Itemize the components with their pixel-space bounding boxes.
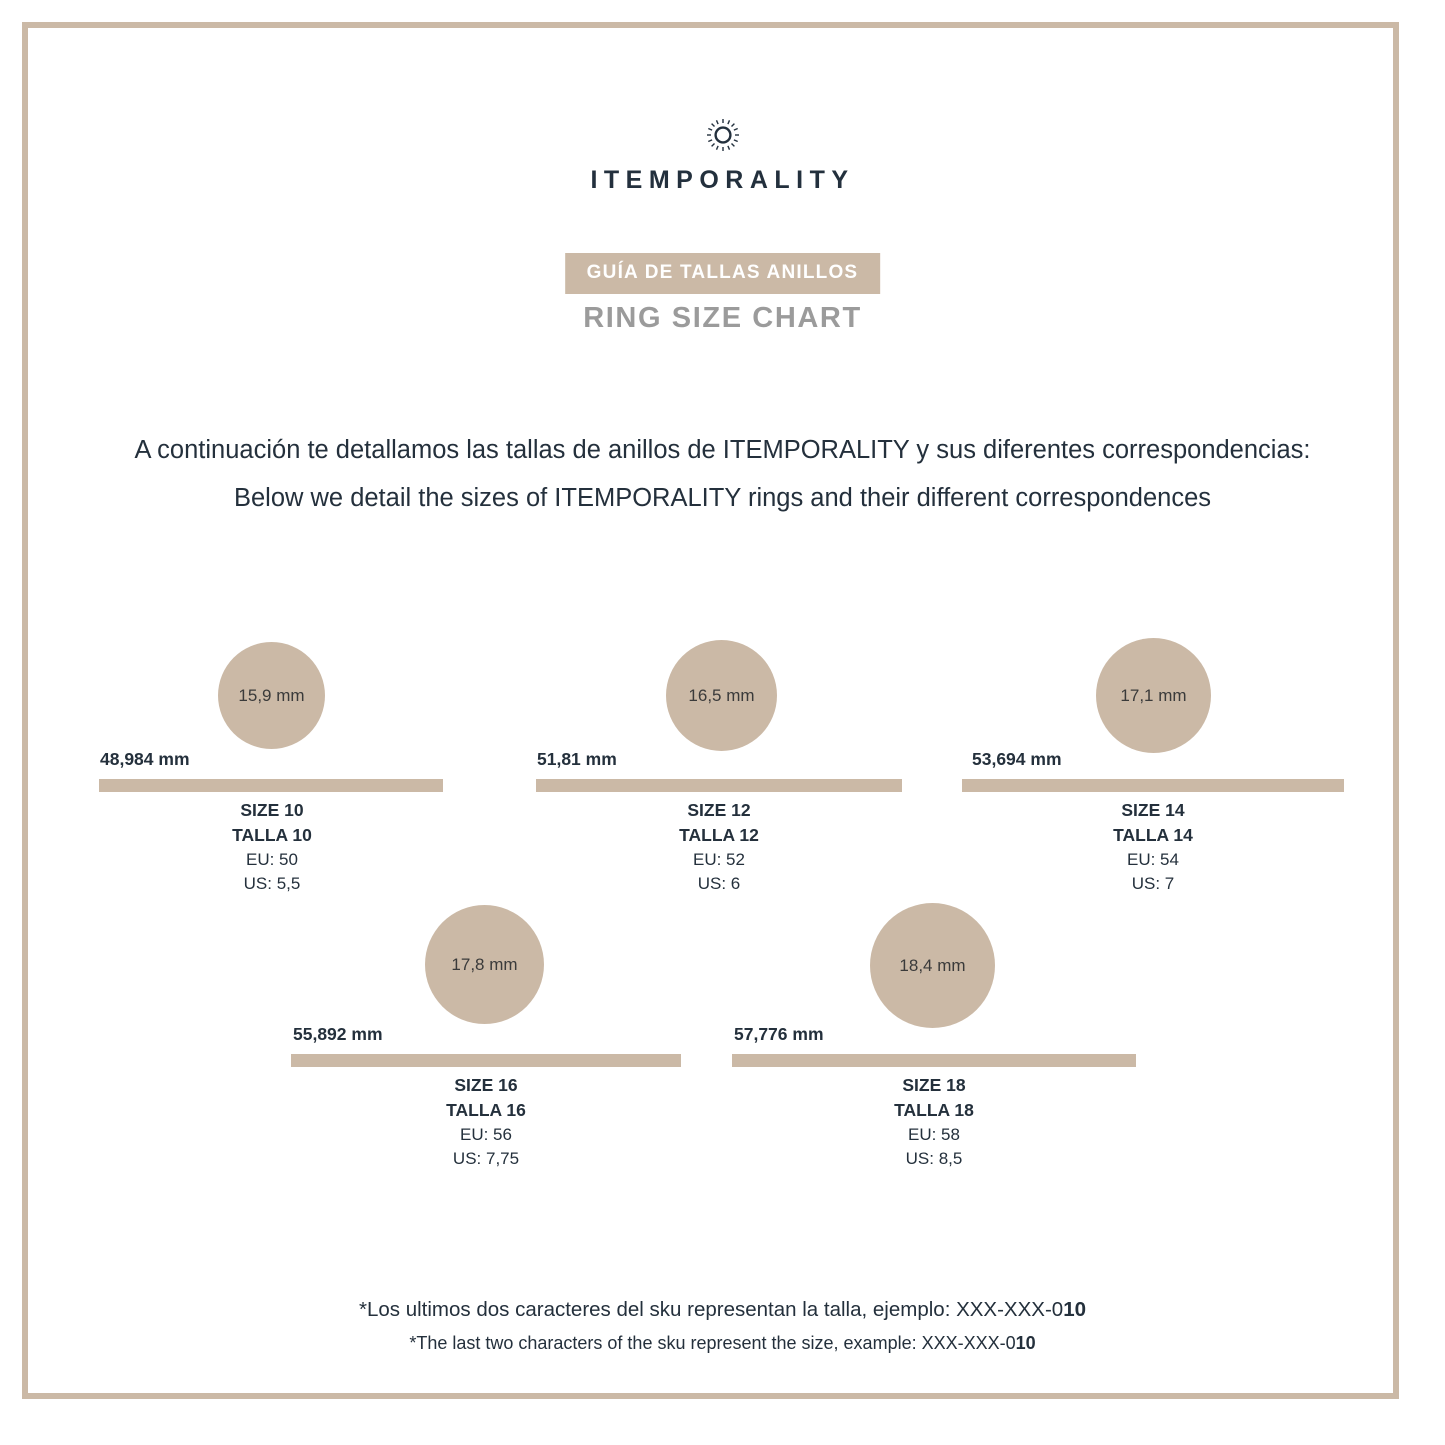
size-en-14: SIZE 14 [1121, 800, 1185, 820]
diameter-circle-18 [870, 903, 995, 1028]
circumference-label-18: 57,776 mm [734, 1024, 824, 1044]
size-labels-10 [152, 798, 392, 896]
circumference-label-16: 55,892 mm [293, 1024, 383, 1044]
size-labels-14 [1033, 798, 1273, 896]
eu-size-10: EU: 50 [246, 849, 298, 869]
us-size-10: US: 5,5 [243, 873, 301, 893]
size-es-10: TALLA 10 [232, 824, 312, 845]
footnote-es-bold: 10 [1063, 1298, 1086, 1321]
size-es-12: TALLA 12 [679, 824, 759, 845]
eu-size-12: EU: 52 [693, 849, 745, 869]
brand-name: ITEMPORALITY [590, 166, 855, 194]
diameter-label-10: 15,9 mm [238, 685, 305, 705]
diameter-circle-10 [218, 642, 325, 749]
size-labels-16 [366, 1073, 606, 1171]
us-size-16: US: 7,75 [452, 1148, 520, 1168]
footnote-en-bold: 10 [1015, 1333, 1036, 1353]
eu-size-18: EU: 58 [908, 1124, 960, 1144]
page-title: RING SIZE CHART [583, 302, 862, 334]
footnote-es [0, 1298, 1445, 1322]
size-en-16: SIZE 16 [454, 1075, 518, 1095]
footnote-en-text: *The last two characters of the sku represent the size, example: XXX-XXX-0 [409, 1333, 1016, 1353]
circumference-bar-12 [536, 779, 902, 792]
diameter-label-12: 16,5 mm [688, 685, 755, 705]
size-labels-12 [599, 798, 839, 896]
size-es-18: TALLA 18 [894, 1099, 974, 1120]
diameter-label-16: 17,8 mm [451, 954, 518, 974]
diameter-circle-16 [425, 905, 544, 1024]
diameter-circle-12 [666, 640, 777, 751]
us-size-12: US: 6 [697, 873, 741, 893]
brand-logo [0, 118, 1445, 195]
footnote-es-text: *Los ultimos dos caracteres del sku representan la talla, ejemplo: XXX-XXX-0 [359, 1298, 1064, 1321]
circumference-label-12: 51,81 mm [537, 749, 617, 769]
diameter-label-18: 18,4 mm [899, 955, 966, 975]
size-labels-18 [814, 1073, 1054, 1171]
footnote-en [0, 1333, 1445, 1354]
us-size-18: US: 8,5 [905, 1148, 963, 1168]
intro-text-es: A continuación te detallamos las tallas de anillos de ITEMPORALITY y sus diferentes correspondencias: [134, 436, 1311, 464]
circumference-bar-16 [291, 1054, 681, 1067]
circumference-bar-18 [732, 1054, 1136, 1067]
eu-size-16: EU: 56 [460, 1124, 512, 1144]
us-size-14: US: 7 [1131, 873, 1175, 893]
diameter-label-14: 17,1 mm [1120, 685, 1187, 705]
guide-badge: GUÍA DE TALLAS ANILLOS [565, 253, 881, 294]
size-en-10: SIZE 10 [240, 800, 304, 820]
intro-text-en: Below we detail the sizes of ITEMPORALITY rings and their different correspondences [233, 484, 1212, 512]
circumference-label-10: 48,984 mm [100, 749, 190, 769]
starburst-circle-icon [706, 118, 740, 152]
diameter-circle-14 [1096, 638, 1211, 753]
circumference-bar-10 [99, 779, 443, 792]
size-es-16: TALLA 16 [446, 1099, 526, 1120]
eu-size-14: EU: 54 [1127, 849, 1179, 869]
size-en-12: SIZE 12 [687, 800, 751, 820]
size-en-18: SIZE 18 [902, 1075, 966, 1095]
circumference-bar-14 [962, 779, 1344, 792]
circumference-label-14: 53,694 mm [972, 749, 1062, 769]
size-es-14: TALLA 14 [1113, 824, 1193, 845]
